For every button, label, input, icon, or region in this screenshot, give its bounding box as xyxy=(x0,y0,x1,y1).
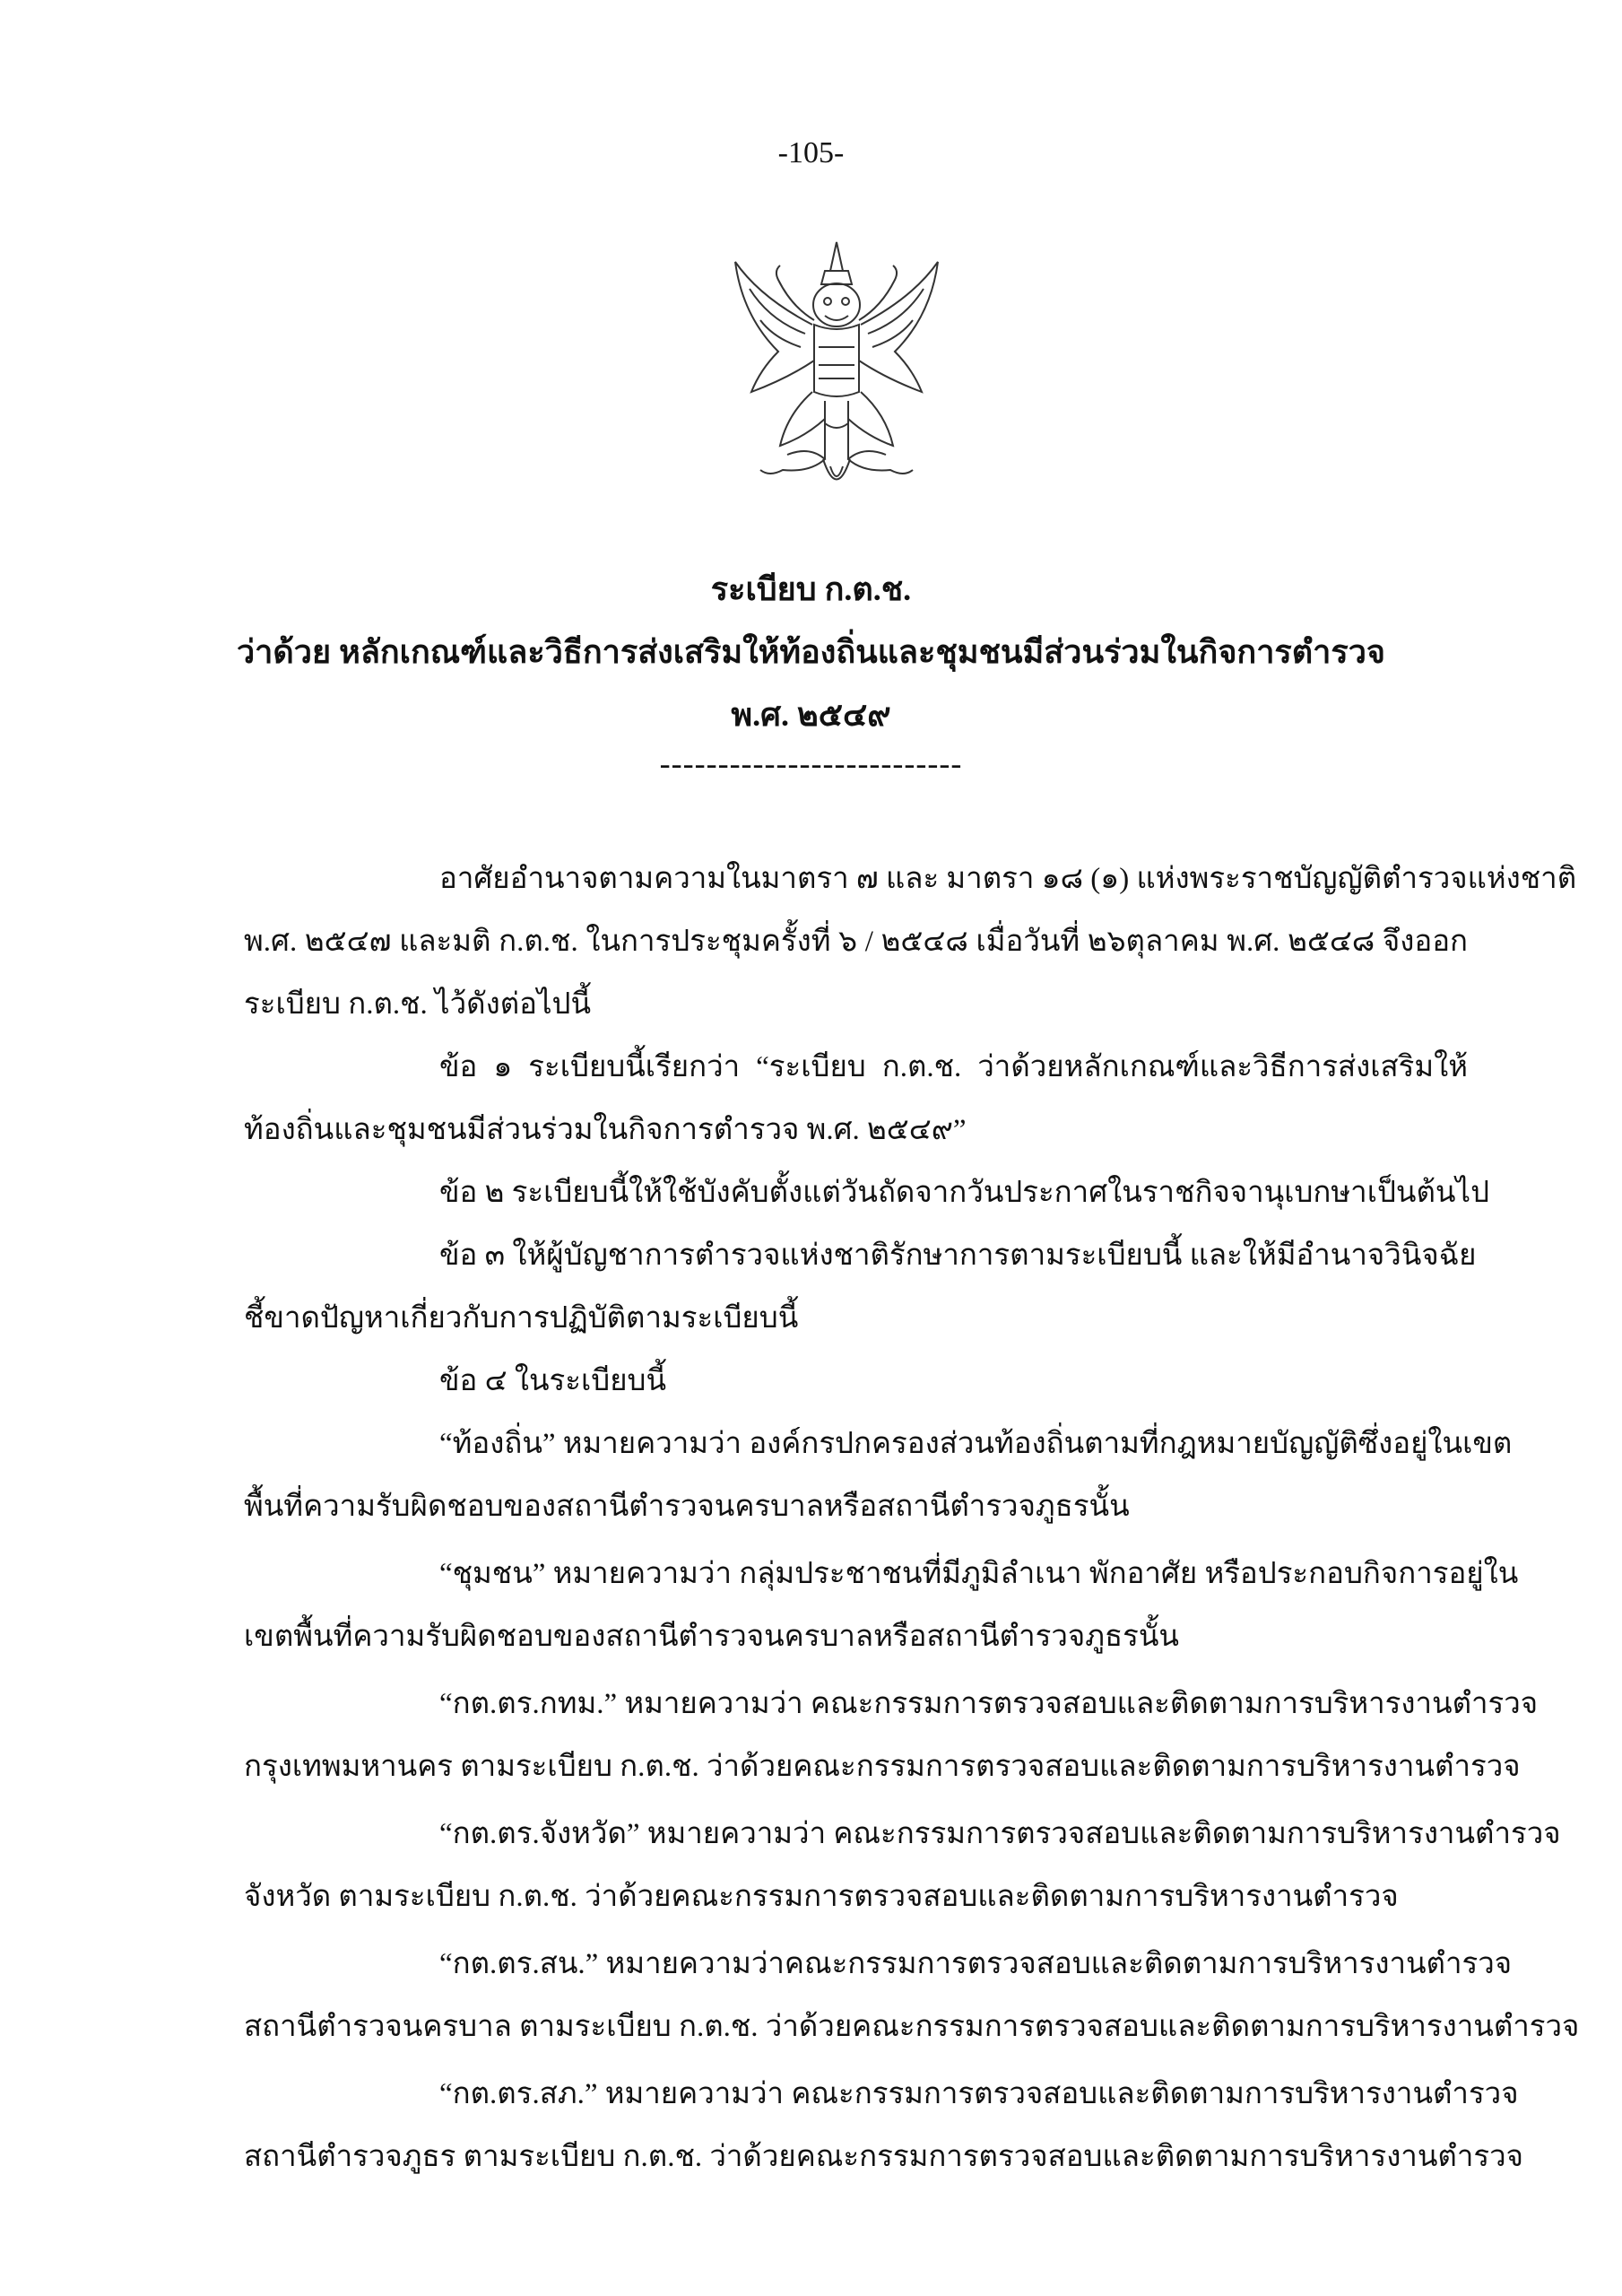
body-line: ระเบียบ ก.ต.ช. ไว้ดังต่อไปนี้ xyxy=(244,988,592,1021)
definition-line: “กต.ตร.จังหวัด” หมายความว่า คณะกรรมการตรวจสอบและติดตามการบริหารงานตำรวจ xyxy=(439,1818,1561,1850)
clause-1-line: ข้อ ๑ ระเบียบนี้เรียกว่า “ระเบียบ ก.ต.ช. ว่าด้วยหลักเกณฑ์และวิธีการส่งเสริมให้ xyxy=(439,1051,1468,1083)
definition-line: เขตพื้นที่ความรับผิดชอบของสถานีตำรวจนครบาลหรือสถานีตำรวจภูธรนั้น xyxy=(244,1621,1179,1653)
definition-line: กรุงเทพมหานคร ตามระเบียบ ก.ต.ช. ว่าด้วยคณะกรรมการตรวจสอบและติดตามการบริหารงานตำรวจ xyxy=(244,1751,1521,1783)
definition-line: “กต.ตร.สน.” หมายความว่าคณะกรรมการตรวจสอบและติดตามการบริหารงานตำรวจ xyxy=(439,1948,1513,1980)
body-line: อาศัยอำนาจตามความในมาตรา ๗ และ มาตรา ๑๘ (๑) แห่งพระราชบัญญัติตำรวจแห่งชาติ xyxy=(439,863,1577,895)
definition-line: “กต.ตร.กทม.” หมายความว่า คณะกรรมการตรวจสอบและติดตามการบริหารงานตำรวจ xyxy=(439,1688,1539,1720)
definition-line: พื้นที่ความรับผิดชอบของสถานีตำรวจนครบาลหรือสถานีตำรวจภูธรนั้น xyxy=(244,1491,1130,1523)
definition-line: “กต.ตร.สภ.” หมายความว่า คณะกรรมการตรวจสอบและติดตามการบริหารงานตำรวจ xyxy=(439,2078,1519,2110)
clause-3-line: ชี้ขาดปัญหาเกี่ยวกับการปฏิบัติตามระเบียบนี้ xyxy=(244,1302,799,1335)
garuda-emblem-icon xyxy=(724,235,949,504)
definition-line: สถานีตำรวจภูธร ตามระเบียบ ก.ต.ช. ว่าด้วยคณะกรรมการตรวจสอบและติดตามการบริหารงานตำรวจ xyxy=(244,2141,1523,2173)
definition-line: สถานีตำรวจนครบาล ตามระเบียบ ก.ต.ช. ว่าด้วยคณะกรรมการตรวจสอบและติดตามการบริหารงานตำรวจ xyxy=(244,2011,1580,2043)
clause-1-line: ท้องถิ่นและชุมชนมีส่วนร่วมในกิจการตำรวจ พ.ศ. ๒๕๔๙” xyxy=(244,1114,967,1146)
definition-line: “ชุมชน” หมายความว่า กลุ่มประชาชนที่มีภูมิลำเนา พักอาศัย หรือประกอบกิจการอยู่ใน xyxy=(439,1558,1519,1590)
clause-3-line: ข้อ ๓ ให้ผู้บัญชาการตำรวจแห่งชาติรักษาการตามระเบียบนี้ และให้มีอำนาจวินิจฉัย xyxy=(439,1239,1477,1272)
regulation-subject: ว่าด้วย หลักเกณฑ์และวิธีการส่งเสริมให้ท้องถิ่นและชุมชนมีส่วนร่วมในกิจการตำรวจ xyxy=(236,634,1386,670)
heading-divider: -------------------------- xyxy=(659,745,963,781)
body-line: พ.ศ. ๒๕๔๗ และมติ ก.ต.ช. ในการประชุมครั้งที่ ๖ / ๒๕๔๘ เมื่อวันที่ ๒๖ตุลาคม พ.ศ. ๒๕๔๘ จึงออก xyxy=(244,926,1468,958)
clause-4-line: ข้อ ๔ ในระเบียบนี้ xyxy=(439,1365,667,1397)
regulation-year: พ.ศ. ๒๕๔๙ xyxy=(731,697,891,733)
definition-line: “ท้องถิ่น” หมายความว่า องค์กรปกครองส่วนท้องถิ่นตามที่กฎหมายบัญญัติซึ่งอยู่ในเขต xyxy=(439,1428,1513,1460)
regulation-title: ระเบียบ ก.ต.ช. xyxy=(710,571,912,607)
clause-2-line: ข้อ ๒ ระเบียบนี้ให้ใช้บังคับตั้งแต่วันถัดจากวันประกาศในราชกิจจานุเบกษาเป็นต้นไป xyxy=(439,1177,1490,1209)
page-number: -105- xyxy=(777,136,845,170)
definition-line: จังหวัด ตามระเบียบ ก.ต.ช. ว่าด้วยคณะกรรมการตรวจสอบและติดตามการบริหารงานตำรวจ xyxy=(244,1881,1399,1913)
